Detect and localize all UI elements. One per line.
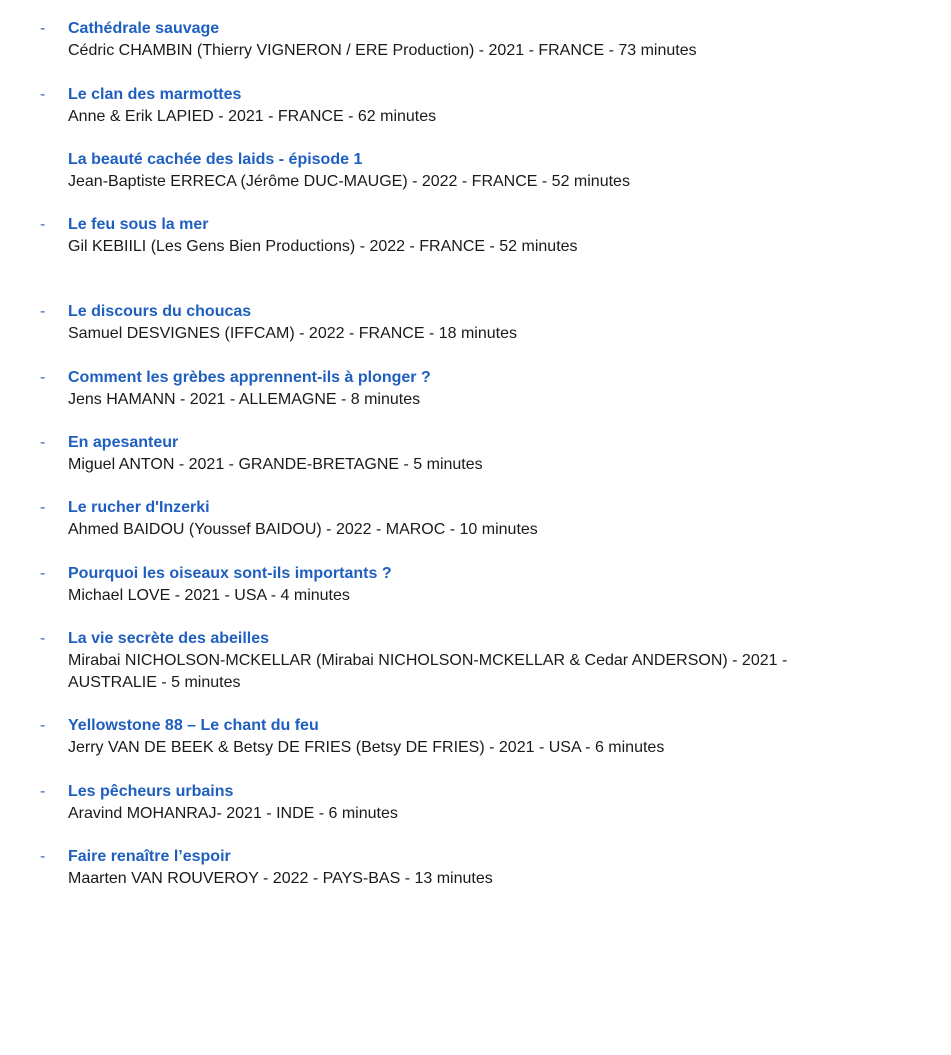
list-bullet: - [40,20,46,37]
film-details: Maarten VAN ROUVEROY - 2022 - PAYS-BAS - 13 minutes [68,870,493,887]
film-details: Michael LOVE - 2021 - USA - 4 minutes [68,587,350,604]
list-bullet: - [40,369,46,386]
film-title: Faire renaître l’espoir [68,848,231,865]
film-title: Le feu sous la mer [68,216,209,233]
list-bullet: - [40,848,46,865]
film-title: Yellowstone 88 – Le chant du feu [68,717,319,734]
film-title: Cathédrale sauvage [68,20,220,37]
list-bullet: - [40,565,46,582]
list-bullet: - [40,86,46,103]
film-title: Le discours du choucas [68,303,252,320]
list-bullet: - [40,717,46,734]
film-details: Ahmed BAIDOU (Youssef BAIDOU) - 2022 - MAROC - 10 minutes [68,521,538,538]
list-bullet: - [40,783,46,800]
film-title: Le clan des marmottes [68,86,242,103]
film-title: La beauté cachée des laids - épisode 1 [68,151,363,168]
film-details: Gil KEBIILI (Les Gens Bien Productions) - 2022 - FRANCE - 52 minutes [68,238,578,255]
film-details: Anne & Erik LAPIED - 2021 - FRANCE - 62 minutes [68,108,437,125]
list-bullet: - [40,434,46,451]
list-bullet: - [40,630,46,647]
film-title: Pourquoi les oiseaux sont-ils importants ? [68,565,392,582]
film-details: Mirabai NICHOLSON-MCKELLAR (Mirabai NICHOLSON-MCKELLAR & Cedar ANDERSON) - 2021 - AUSTRALIE - 5 minutes [68,652,788,691]
film-title: Les pêcheurs urbains [68,783,234,800]
film-title: En apesanteur [68,434,179,451]
list-bullet: - [40,216,46,233]
film-title: La vie secrète des abeilles [68,630,270,647]
film-title: Comment les grèbes apprennent-ils à plonger ? [68,369,431,386]
film-details: Samuel DESVIGNES (IFFCAM) - 2022 - FRANCE - 18 minutes [68,325,517,342]
film-details: Jerry VAN DE BEEK & Betsy DE FRIES (Betsy DE FRIES) - 2021 - USA - 6 minutes [68,739,665,756]
film-title: Le rucher d'Inzerki [68,499,210,516]
film-details: Jens HAMANN - 2021 - ALLEMAGNE - 8 minutes [68,391,421,408]
list-bullet: - [40,303,46,320]
film-details: Aravind MOHANRAJ- 2021 - INDE - 6 minutes [68,805,398,822]
film-details: Jean-Baptiste ERRECA (Jérôme DUC-MAUGE) - 2022 - FRANCE - 52 minutes [68,173,630,190]
film-details: Cédric CHAMBIN (Thierry VIGNERON / ERE Production) - 2021 - FRANCE - 73 minutes [68,42,697,59]
film-details: Miguel ANTON - 2021 - GRANDE-BRETAGNE - 5 minutes [68,456,483,473]
list-bullet: - [40,499,46,516]
